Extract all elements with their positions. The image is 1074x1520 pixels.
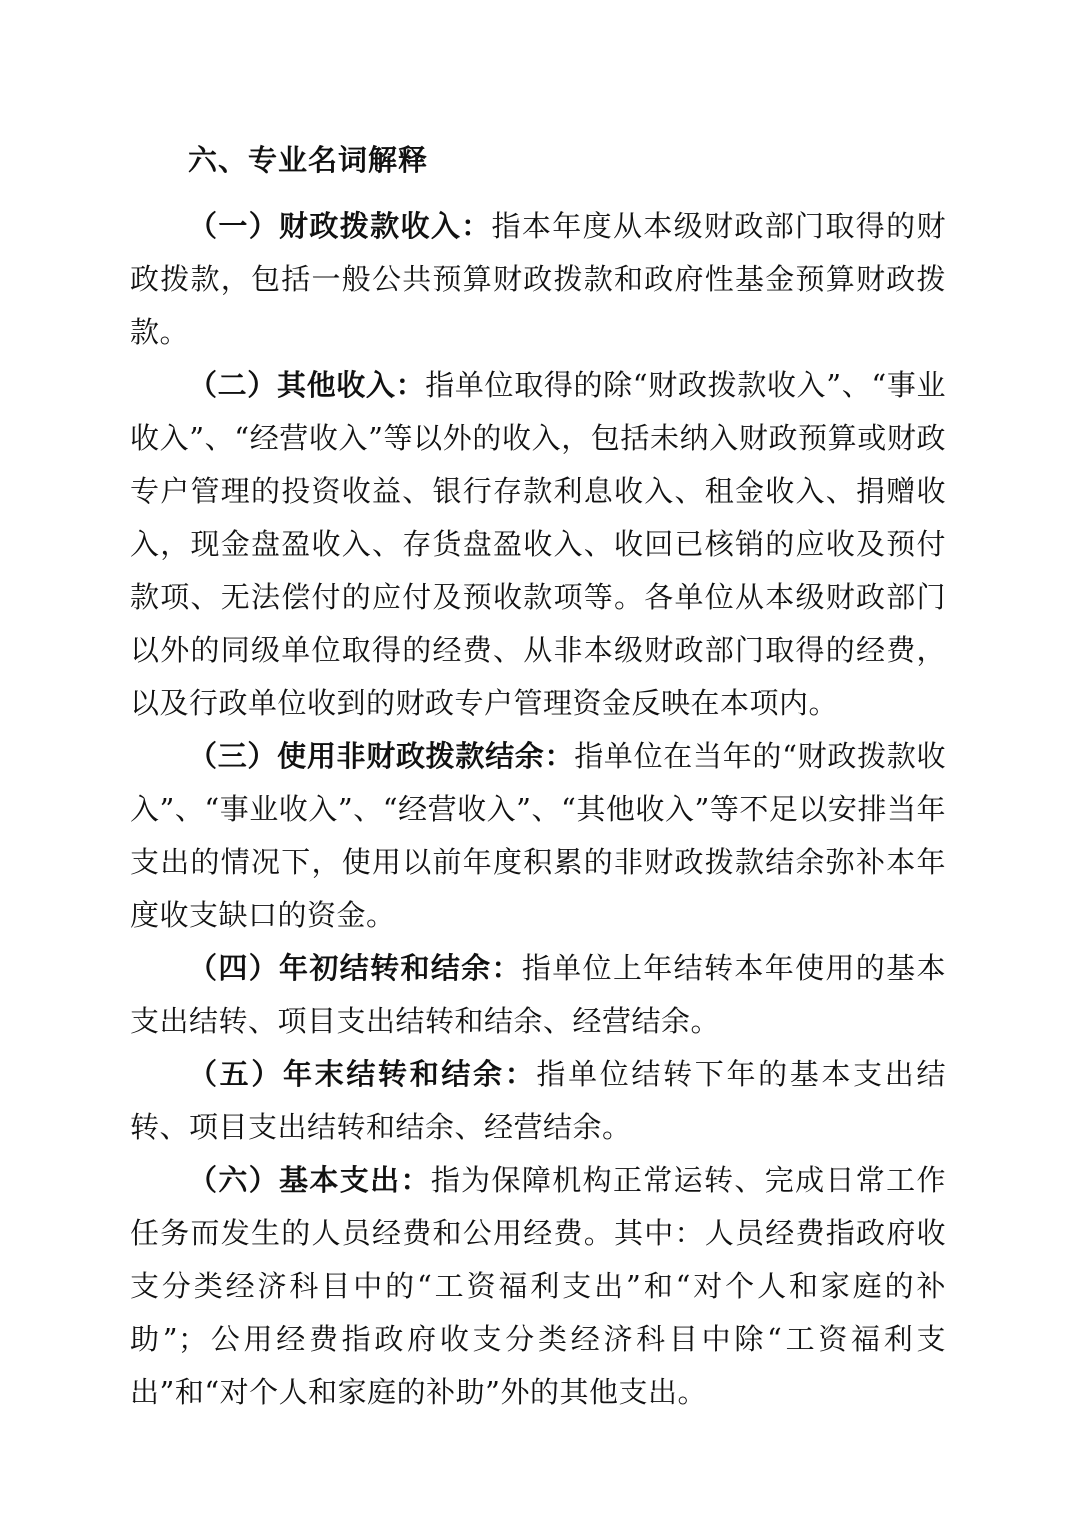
document-page	[130, 140, 946, 1419]
definition-text: 指单位在当年的“财政拨款收入”、“事业收入”、“经营收入”、“其他收入”等不足以安排当年支出的情况下，使用以前年度积累的非财政拨款结余弥补本年度收支缺口的资金。	[130, 739, 946, 932]
definition-term: （一）财政拨款收入：	[188, 209, 492, 243]
definition-text: 指单位上年结转本年使用的基本支出结转、项目支出结转和结余、经营结余。	[130, 951, 946, 1038]
definition-paragraph	[130, 1154, 946, 1419]
definition-term: （二）其他收入：	[188, 368, 426, 402]
definition-text: 指本年度从本级财政部门取得的财政拨款，包括一般公共预算财政拨款和政府性基金预算财政拨款。	[130, 209, 946, 349]
definition-paragraph	[130, 730, 946, 942]
definition-paragraph	[130, 942, 946, 1048]
definition-term: （五）年末结转和结余：	[188, 1057, 537, 1091]
definition-paragraph	[130, 1048, 946, 1154]
definition-term: （六）基本支出：	[188, 1163, 431, 1197]
definition-term: （三）使用非财政拨款结余：	[188, 739, 575, 773]
definition-paragraph	[130, 359, 946, 730]
definition-text: 指单位取得的除“财政拨款收入”、“事业收入”、“经营收入”等以外的收入，包括未纳入财政预算或财政专户管理的投资收益、银行存款利息收入、租金收入、捐赠收入，现金盘盈收入、存货盘盈收入、收回已核销的应收及预付款项、无法偿付的应付及预收款项等。各单位从本级财政部门以外的同级单位取得的经费、从非本级财政部门取得的经费，以及行政单位收到的财政专户管理资金反映在本项内。	[130, 368, 946, 720]
definition-text: 指为保障机构正常运转、完成日常工作任务而发生的人员经费和公用经费。其中：人员经费指政府收支分类经济科目中的“工资福利支出”和“对个人和家庭的补助”；公用经费指政府收支分类经济科目中除“工资福利支出”和“对个人和家庭的补助”外的其他支出。	[130, 1163, 946, 1409]
definition-text: 指单位结转下年的基本支出结转、项目支出结转和结余、经营结余。	[130, 1057, 946, 1144]
section-heading: 六、专业名词解释	[188, 143, 429, 177]
definition-paragraph	[130, 200, 946, 359]
definition-term: （四）年初结转和结余：	[188, 951, 522, 985]
